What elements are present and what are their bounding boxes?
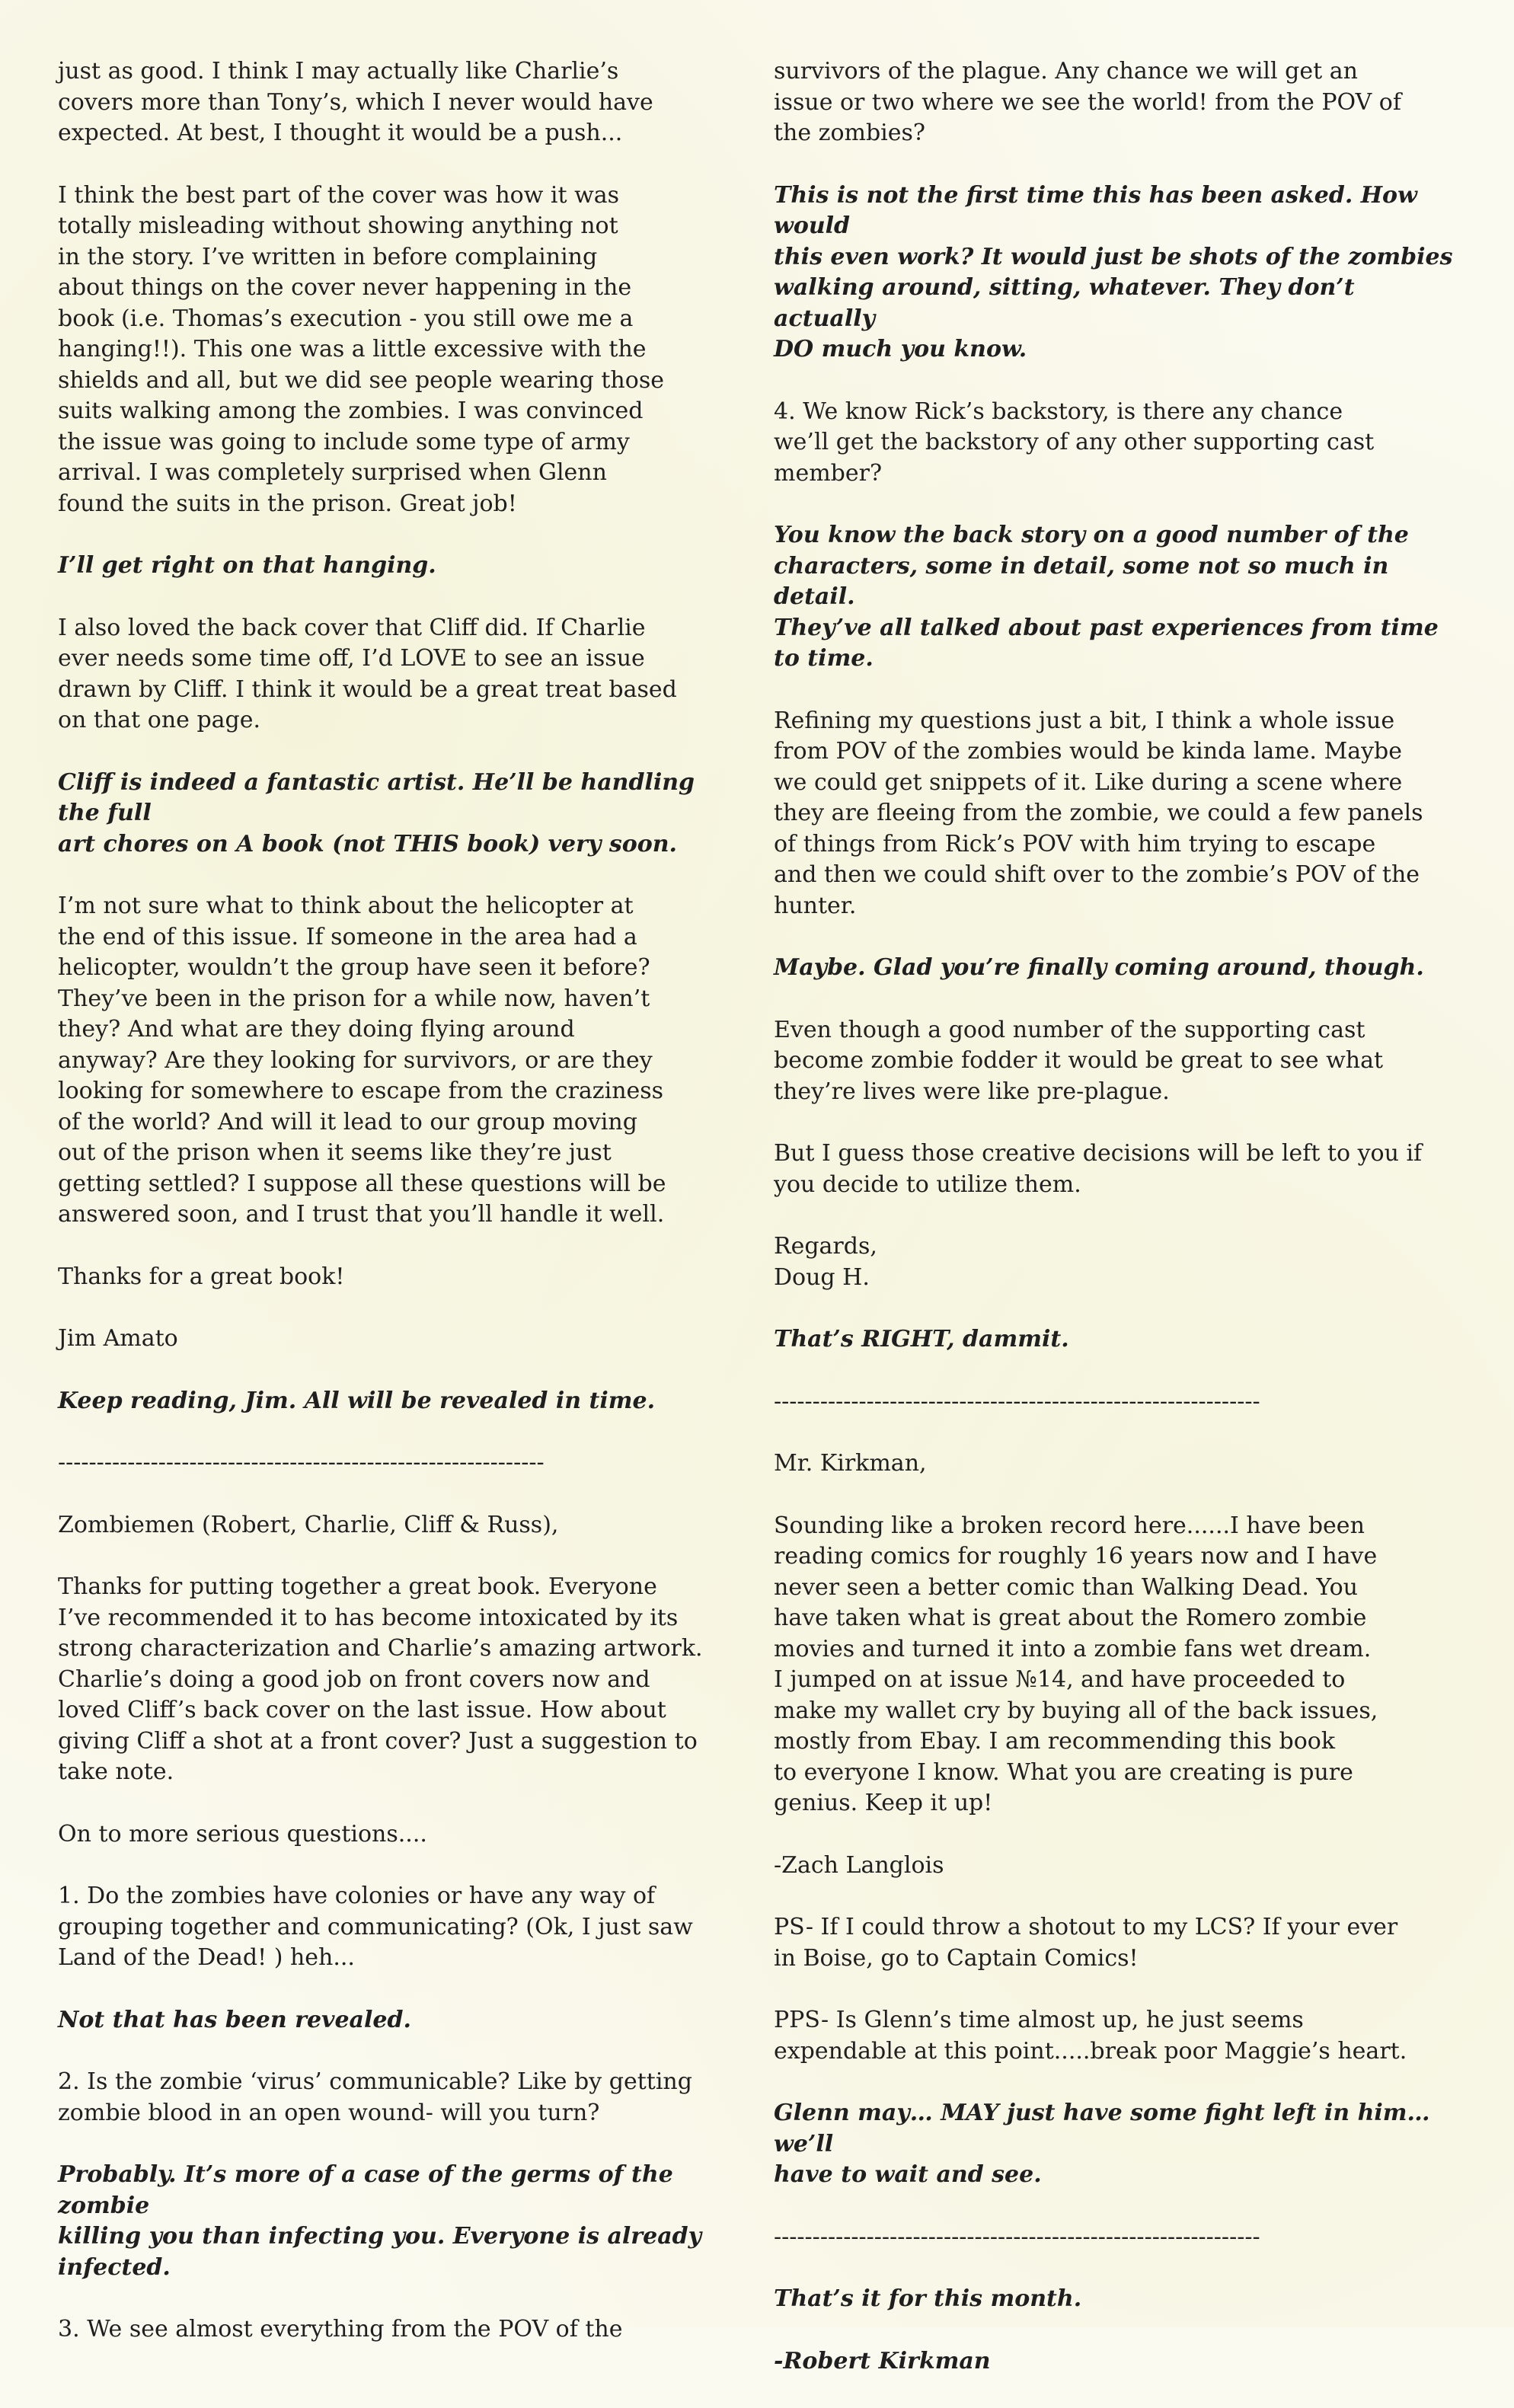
letter-paragraph: Even though a good number of the supporting cast become zombie fodder it would be great to see what they’re lives were like pre-plague. [774,1016,1384,1105]
letter-paragraph: Regards, Doug H. [774,1233,877,1291]
letter-paragraph: Zombiemen (Robert, Charlie, Cliff & Russ), [58,1511,559,1538]
letter-paragraph: 1. Do the zombies have colonies or have any way of grouping together and communicating? (Ok, I just saw Land of the Dead! ) heh... [58,1883,693,1971]
letter-paragraph: just as good. I think I may actually like Charlie’s covers more than Tony’s, which I never would have expected. At best, I thought it would be a push... [58,58,653,146]
right-column [774,56,1459,2408]
letter-paragraph: I think the best part of the cover was how it was totally misleading without showing anything not in the story. I’ve written in before complaining about things on the cover never happening in the book (i.e. Thomas’s execution - you still owe me a hanging!!). This one was a little excessive with the shields and all, but we did see people wearing those suits walking among the zombies. I was convinced the issue was going to include some type of army arrival. I was completely surprised when Glenn found the suits in the prison. Great job! [58,181,664,517]
letter-paragraph: Sounding like a broken record here......I have been reading comics for roughly 16 years now and I have never seen a better comic than Walking Dead. You have taken what is great about the Romero zombie movies and turned it into a zombie fans wet dream. I jumped on at issue №14, and have proceeded to make my wallet cry by buying all of the back issues, mostly from Ebay. I am recommending this book to everyone I know. What you are creating is pure genius. Keep it up! [774,1512,1378,1816]
letter-paragraph: Thanks for a great book! [58,1263,345,1290]
letter-paragraph: I’m not sure what to think about the helicopter at the end of this issue. If someone in the area had a helicopter, wouldn’t the group have seen it before? They’ve been in the prison for a while now, haven’t they? And what are they doing flying around anyway? Are they looking for survivors, or are they looking for somewhere to escape from the craziness of the world? And will it lead to our group moving out of the prison when it seems like they’re just getting settled? I suppose all these questions will be answered soon, and I trust that you’ll handle it well. [58,893,666,1228]
editor-reply: That’s it for this month. [774,2285,1082,2312]
letter-paragraph: 3. We see almost everything from the POV of the [58,2316,623,2343]
editor-reply: Glenn may… MAY just have some fight left in him… we’ll have to wait and see. [774,2100,1430,2188]
section-divider: --------------------------------------------------------------- [774,1388,1260,1415]
left-column [58,56,743,2377]
editor-reply: You know the back story on a good number of the characters, some in detail, some not so much in detail. They’ve all talked about past experiences from time to time. [774,522,1439,672]
section-divider: --------------------------------------------------------------- [774,2223,1260,2250]
letter-paragraph: Refining my questions just a bit, I think a whole issue from POV of the zombies would be kinda lame. Maybe we could get snippets of it. Like during a scene where they are fleeing from the zombie, we could a few panels of things from Rick’s POV with him trying to escape and then we could shift over to the zombie’s POV of the hunter. [774,707,1423,919]
letter-paragraph: survivors of the plague. Any chance we will get an issue or two where we see the world! from the POV of the zombies? [774,58,1401,146]
editor-reply: Cliff is indeed a fantastic artist. He’ll be handling the full art chores on A book (not THIS book) very soon. [58,768,695,857]
editor-reply: That’s RIGHT, dammit. [774,1326,1069,1353]
letter-paragraph: PS- If I could throw a shotout to my LCS? If your ever in Boise, go to Captain Comics! [774,1914,1398,1972]
editor-reply: Probably. It’s more of a case of the germs of the zombie killing you than infecting you. Everyone is already infected. [58,2161,702,2281]
letter-paragraph: PPS- Is Glenn’s time almost up, he just seems expendable at this point.....break poor Maggie’s heart. [774,2007,1407,2065]
editor-reply: I’ll get right on that hanging. [58,552,436,579]
letter-paragraph: Mr. Kirkman, [774,1450,927,1477]
editor-reply: This is not the first time this has been asked. How would this even work? It would just be shots of the zombies walking around, sitting, whatever. They don’t actually DO much you know. [774,181,1453,362]
letter-paragraph: 2. Is the zombie ‘virus’ communicable? Like by getting zombie blood in an open wound- will you turn? [58,2068,692,2126]
letter-paragraph: 4. We know Rick’s backstory, is there any chance we’ll get the backstory of any other supporting cast member? [774,398,1375,487]
letter-paragraph: -Zach Langlois [774,1851,944,1879]
editor-reply: Keep reading, Jim. All will be revealed in time. [58,1387,656,1414]
editor-reply: Maybe. Glad you’re finally coming around, though. [774,954,1424,981]
section-divider: --------------------------------------------------------------- [58,1449,545,1476]
letter-paragraph: I also loved the back cover that Cliff did. If Charlie ever needs some time off, I’d LOVE to see an issue drawn by Cliff. I think it would be a great treat based on that one page. [58,614,677,733]
letter-paragraph: Thanks for putting together a great book. Everyone I’ve recommended it to has become intoxicated by its strong characterization and Charlie’s amazing artwork. Charlie’s doing a good job on front covers now and loved Cliff’s back cover on the last issue. How about giving Cliff a shot at a front cover? Just a suggestion to take note. [58,1573,703,1785]
letter-paragraph: But I guess those creative decisions will be left to you if you decide to utilize them. [774,1140,1423,1198]
editor-reply: -Robert Kirkman [774,2347,991,2374]
letter-paragraph: Jim Amato [58,1325,178,1352]
letter-paragraph: On to more serious questions.... [58,1820,427,1848]
editor-reply: Not that has been revealed. [58,2006,411,2033]
